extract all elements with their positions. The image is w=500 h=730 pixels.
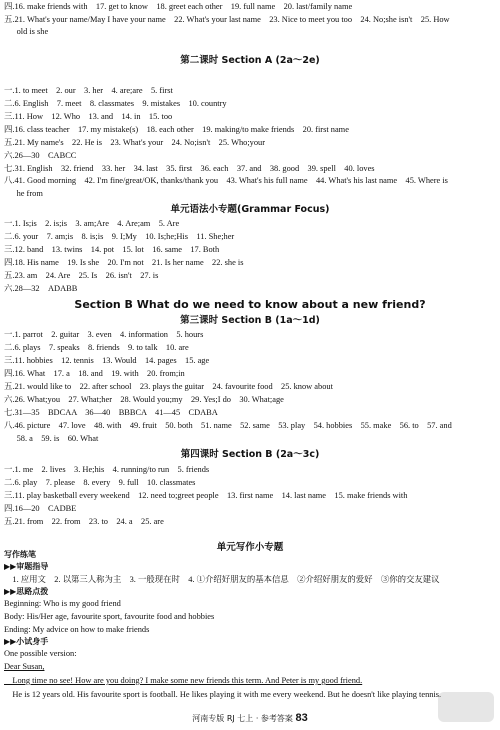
answer-line: 八.41. Good morning 42. I'm fine/great/OK, thanks/thank you 43. What's his full name 44. What's his last name 45. Where is [4,176,448,185]
watermark-logo [438,692,494,722]
letter-line: He is 12 years old. His favourite sport is football. He likes playing it with me every weekend. But he doesn't like playing tennis. [4,690,442,699]
answer-line: 一.1. Is;is 2. is;is 3. am;Are 4. Are;am 5. Are [4,219,180,228]
answer-line: he from [4,189,43,198]
lesson-heading: 第三课时 Section B (1a～1d) [180,315,320,326]
answer-line: 一.1. me 2. lives 3. He;his 4. running/to run 5. friends [4,465,210,474]
section-b-title: Section B What do we need to know about a new friend? [74,298,426,311]
letter-salutation: Dear Susan, [4,662,45,671]
lesson-heading: 单元语法小专题(Grammar Focus) [170,204,330,215]
answer-line: 六.26. What;you 27. What;her 28. Would you;my 29. Yes;I do 30. What;age [4,395,284,404]
lesson-heading: 第四课时 Section B (2a～3c) [180,449,320,460]
answer-line: 四.16. What 17. a 18. and 19. with 20. from;in [4,369,185,378]
writing-label: ▶▶审题指导 [4,562,49,571]
answer-line: old is she [4,27,49,36]
answer-line: Body: His/Her age, favourite sport, favourite food and hobbies [4,612,215,621]
answer-line: 五.21. from 22. from 23. to 24. a 25. are [4,517,164,526]
writing-label: 写作练笔 [4,550,36,559]
answer-line: 三.11. play basketball every weekend 12. need to;greet people 13. first name 14. last name 15. make friends with [4,491,408,500]
answer-line: 八.46. picture 47. love 48. with 49. fruit 50. both 51. name 52. same 53. play 54. hobbies 55. make 56. to 57. and [4,421,452,430]
answer-line: 二.6. your 7. am;is 8. is;is 9. I;My 10. Is;he;His 11. She;her [4,232,235,241]
answer-line: 一.1. to meet 2. our 3. her 4. are;are 5. first [4,86,173,95]
answer-line: 二.6. plays 7. speaks 8. friends 9. to talk 10. are [4,343,189,352]
letter-line: Long time no see! How are you doing? I make some new friends this term. And Peter is my good friend. [4,676,363,685]
answer-line: 一.1. parrot 2. guitar 3. even 4. information 5. hours [4,330,204,339]
answer-line: 三.11. hobbies 12. tennis 13. Would 14. pages 15. age [4,356,210,365]
page-footer [0,712,500,725]
answer-line: 四.16. make friends with 17. get to know 18. greet each other 19. full name 20. last/family name [4,2,353,11]
lesson-heading: 第二课时 Section A (2a～2e) [180,55,320,66]
answer-line: 二.6. English 7. meet 8. classmates 9. mistakes 10. country [4,99,227,108]
answer-line: Beginning: Who is my good friend [4,599,121,608]
answer-line: 七.31—35 BDCAA 36—40 BBBCA 41—45 CDABA [4,408,218,417]
page-number: 83 [295,712,308,724]
answer-line: 二.6. play 7. please 8. every 9. full 10. classmates [4,478,196,487]
answer-line: 58. a 59. is 60. What [4,434,99,443]
answer-line: One possible version: [4,649,77,658]
answer-line: 四.16—20 CADBE [4,504,77,513]
footer-text: 河南专版 RJ 七上 · 参考答案 [192,714,296,723]
answer-line: 三.11. How 12. Who 13. and 14. in 15. too [4,112,173,121]
answer-line: 六.28—32 ADABB [4,284,78,293]
answer-line: 三.12. band 13. twins 14. pot 15. lot 16. same 17. Both [4,245,220,254]
answer-line: 1. 应用文 2. 以第三人称为主 3. 一般现在时 4. ①介绍好朋友的基本信息 ②介绍好朋友的爱好 ③你的交友建议 [4,575,440,584]
answer-line: 五.23. am 24. Are 25. Is 26. isn't 27. is [4,271,159,280]
answer-line: 五.21. would like to 22. after school 23. plays the guitar 24. favourite food 25. know about [4,382,333,391]
answer-line: 七.31. English 32. friend 33. her 34. last 35. first 36. each 37. and 38. good 39. spell 40. loves [4,164,375,173]
answer-line: 六.26—30 CABCC [4,151,77,160]
answer-line: 四.18. His name 19. Is she 20. I'm not 21. Is her name 22. she is [4,258,244,267]
answer-line: 五.21. What's your name/May I have your name 22. What's your last name 23. Nice to meet you too 24. No;she isn't 25. How [4,15,450,24]
writing-label: ▶▶思路点拨 [4,587,49,596]
answer-line: 五.21. My name's 22. He is 23. What's your 24. No;isn't 25. Who;your [4,138,266,147]
writing-label: ▶▶小试身手 [4,637,49,646]
answer-line: 四.16. class teacher 17. my mistake(s) 18. each other 19. making/to make friends 20. first name [4,125,349,134]
lesson-heading: 单元写作小专题 [216,542,284,553]
answer-line: Ending: My advice on how to make friends [4,625,150,634]
